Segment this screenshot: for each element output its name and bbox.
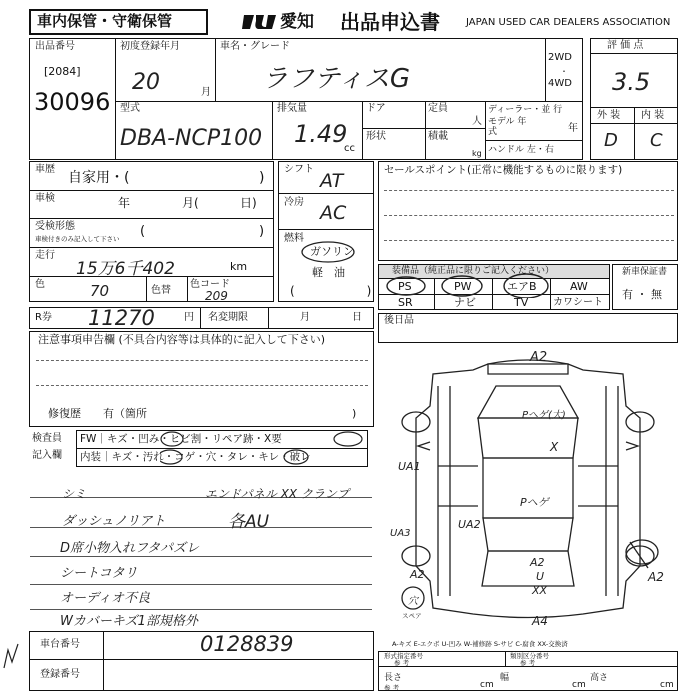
model-label: 型式 <box>120 103 140 114</box>
warranty-label: 新車保証書 <box>622 267 668 277</box>
dims-label-1: 形式指定番号 <box>384 652 423 660</box>
org-name: 愛知 <box>280 12 314 32</box>
ext-label: 外 装 <box>597 110 621 121</box>
first-reg-label: 初度登録年月 <box>120 41 180 52</box>
repair-label: 修復歴 有（箇所 <box>48 407 147 420</box>
remark-3: D席小物入れフタパズレ <box>60 541 199 556</box>
backdate-block <box>378 313 678 343</box>
storage-badge-text: 車内保管・守衛保管 <box>37 12 173 30</box>
height-unit: cm <box>660 680 674 690</box>
remark-2b: 各AU <box>228 512 270 532</box>
load-label: 積載 <box>428 131 448 142</box>
auction-sheet: 車内保管・守衛保管 愛知 出品申込書 JAPAN USED CAR DEALERS ASSOCIATION 出品番号 [2084] 30096 初度登録年月 20 月 車名・グレード ラフティスG 2WD ・ 4WD 型式 DBA-NCP100 排気量 1.49 cc ドア 定員 人 形状 積載 kg ディーラー・並 行 モデル 年 式 年 ハンドル 左・右 評 価 点 3.5 外 装 内 装 D C 車歴 自家用・( ) 車検 年 月( 日) 受検形態 車検付きのみ記入して下さい ( ) 走行 15万6千402 km 色 70 色替 色コード 209 R券 11270 円 名変期限 月 日 注意事項申告欄 (不具合内容等は具体的に記入して下さい) 修復歴 有（箇所 ) 検査員 記入欄 FW｜キズ・凹み・ヒビ割・リペア跡・X要 内装｜キズ・汚れ・コゲ・穴・タレ・キレ・破レ シミ エンドパネル XX クランプ ダッシュノリアト 各AU D席小物入れフタパズレ シートコタリ オーディオ不良 Wカバーキズ1部規格外 車台番号 0128839 登録番号 シフト AT 冷房 AC 燃料 ガソリン 軽 油 ( ) セールスポイント(正常に機能するものに限ります) 装備品（純正品に限りご記入ください） PS PW エアB AW SR ナビ TV カワシート 新車保証書 有 ・ 無 後日品 A2 Pヘゲ(大) X UA1 UA2 Pヘゲ UA3 A2 A2 U XX A2 A4 穴 スペア A-キズ E-エクボ U-凹み W-補修跡 S-サビ C-腐食 XX-交換済 形式指定番号 参 考 類別区分番号 参 考 長さ 参 考 cm 幅 cm 高さ cm <box>0 0 700 700</box>
mark-a2-rear: A2 <box>530 556 545 569</box>
lot-small: [2084] <box>44 65 81 78</box>
month-unit: 月 <box>201 87 211 98</box>
lot-label: 出品番号 <box>35 41 75 52</box>
equip-navi: ナビ <box>454 296 476 309</box>
sales-point-block <box>378 161 678 261</box>
height-label: 高さ <box>590 673 609 683</box>
deadline-d: 日 <box>352 312 362 323</box>
equip-aw: AW <box>570 280 588 293</box>
fuel-circle <box>300 240 360 264</box>
equip-seat: カワシート <box>553 297 603 308</box>
width-label: 幅 <box>500 673 510 683</box>
history-value: 自家用・( <box>68 170 130 186</box>
deadline-label: 名変期限 <box>208 312 248 323</box>
model-value: DBA-NCP100 <box>120 126 263 151</box>
mileage-unit: km <box>230 260 248 273</box>
remark-2a: ダッシュノリアト <box>62 514 166 529</box>
entry-label: 記入欄 <box>32 450 62 461</box>
mark-ua2: UA2 <box>458 518 481 531</box>
recycle-label: R券 <box>35 312 52 323</box>
warranty-value: 有 ・ 無 <box>622 288 662 301</box>
color-label: 色 <box>35 279 45 290</box>
remark-1a: シミ <box>62 487 87 501</box>
ac-label: 冷房 <box>284 197 304 208</box>
color-code-label: 色コード <box>190 279 230 290</box>
load-unit: kg <box>472 149 482 158</box>
ju-logo <box>240 11 278 33</box>
mark-ua1: UA1 <box>398 460 421 473</box>
chassis-label: 車台番号 <box>40 639 80 650</box>
shift-label: シフト <box>284 164 314 175</box>
fuel-alt: 軽 油 <box>312 266 345 279</box>
inspection-y: 年 <box>118 196 131 210</box>
rating-value: 3.5 <box>612 68 651 96</box>
drive-4wd: 4WD <box>548 78 572 89</box>
mileage-value: 15万6千402 <box>76 259 175 279</box>
mark-a2-top: A2 <box>530 350 548 365</box>
shift-value: AT <box>320 170 344 192</box>
fuel-label: 燃料 <box>284 233 304 244</box>
first-reg-year: 20 <box>132 70 160 95</box>
ac-value: AC <box>320 202 347 224</box>
mark-x-roof: X <box>550 440 559 454</box>
dims-label-2: 類別区分番号 <box>510 652 549 660</box>
handle-label: ハンドル 左・右 <box>488 145 554 155</box>
mark-a2-right: A2 <box>648 570 664 584</box>
mark-a4: A4 <box>532 614 548 628</box>
mark-hole: 穴 <box>408 596 418 607</box>
name-value: ラフティスG <box>262 64 411 94</box>
dims-ref-2: 参 考 <box>520 659 536 667</box>
mark-a2-left: A2 <box>410 568 425 581</box>
equip-sr: SR <box>398 296 413 309</box>
inspection-label: 車検 <box>35 193 55 204</box>
int-label: 内 装 <box>641 110 665 121</box>
rating-label: 評 価 点 <box>607 40 644 51</box>
mark-ua3: UA3 <box>390 528 411 539</box>
receive-label: 受検形態 <box>35 221 75 232</box>
color-value: 70 <box>90 282 110 300</box>
remark-6: Wカバーキズ1部規格外 <box>60 614 198 629</box>
len-ref: 参 考 <box>384 684 400 692</box>
len-unit: cm <box>480 680 494 690</box>
mark-pheco: Pヘゲ <box>520 496 549 509</box>
disp-unit: cc <box>344 143 355 154</box>
backdate-label: 後日品 <box>384 315 414 326</box>
cap-unit: 人 <box>472 116 482 127</box>
mark-xx: XX <box>532 584 548 597</box>
deadline-m: 月 <box>300 312 310 323</box>
shape-label: 形状 <box>366 131 386 142</box>
equip-label: 装備品（純正品に限りご記入ください） <box>392 266 555 276</box>
int-value: C <box>650 130 663 151</box>
dealer-label: ディーラー・並 行 <box>488 105 563 115</box>
sales-label: セールスポイント(正常に機能するものに限ります) <box>384 164 623 176</box>
spare-label: スペア <box>402 612 422 620</box>
equip-airbag: エアB <box>507 280 537 293</box>
mileage-label: 走行 <box>35 250 55 261</box>
door-label: ドア <box>366 103 386 114</box>
mark-u: U <box>536 570 545 583</box>
dims-ref-1: 参 考 <box>394 659 410 667</box>
mark-pheco-large: Pヘゲ(大) <box>522 410 566 421</box>
color-swap-label: 色替 <box>151 285 171 296</box>
yen-unit: 円 <box>184 312 194 323</box>
name-label: 車名・グレード <box>220 41 290 52</box>
damage-diagram <box>378 346 678 636</box>
equip-pw: PW <box>454 280 472 293</box>
recycle-value: 11270 <box>88 306 155 330</box>
color-code-value: 209 <box>205 289 228 303</box>
form-title: 出品申込書 <box>340 10 440 34</box>
year-unit: 年 <box>568 123 578 134</box>
disp-label: 排気量 <box>277 103 307 114</box>
remark-1b: エンドパネル XX クランプ <box>205 487 349 501</box>
disp-value: 1.49 <box>294 120 348 148</box>
drive-2wd: 2WD <box>548 52 572 63</box>
ext-value: D <box>604 130 618 151</box>
model-year-label: モデル 年 式 <box>488 117 527 137</box>
chassis-value: 0128839 <box>200 632 294 656</box>
history-label: 車歴 <box>35 164 55 175</box>
inspect-row1: FW｜キズ・凹み・ヒビ割・リペア跡・X要 <box>80 433 282 445</box>
inspection-d: 日) <box>240 196 257 210</box>
remark-5: オーディオ不良 <box>60 591 150 606</box>
remark-4: シートコタリ <box>60 566 138 581</box>
inspect-row2: 内装｜キズ・汚れ・コゲ・穴・タレ・キレ・破レ <box>80 451 311 463</box>
equip-tv: TV <box>514 296 529 309</box>
receive-note: 車検付きのみ記入して下さい <box>35 235 120 243</box>
len-label: 長さ <box>384 673 403 683</box>
cap-label: 定員 <box>428 103 448 114</box>
lot-number: 30096 <box>34 88 111 116</box>
association-name: JAPAN USED CAR DEALERS ASSOCIATION <box>466 17 671 28</box>
damage-legend: A-キズ E-エクボ U-凹み W-補修跡 S-サビ C-腐食 XX-交換済 <box>392 640 568 648</box>
equip-circles <box>378 266 610 298</box>
fuel-value: ガソリン <box>310 245 354 258</box>
reg-label: 登録番号 <box>40 669 80 680</box>
inspector-label: 検査員 <box>32 433 62 444</box>
width-unit: cm <box>572 680 586 690</box>
notes-label: 注意事項申告欄 (不具合内容等は具体的に記入して下さい) <box>38 333 326 346</box>
recycle-row <box>29 307 374 329</box>
inspection-m: 月( <box>182 196 199 210</box>
equip-ps: PS <box>398 280 412 293</box>
inspect-circles <box>160 429 370 469</box>
